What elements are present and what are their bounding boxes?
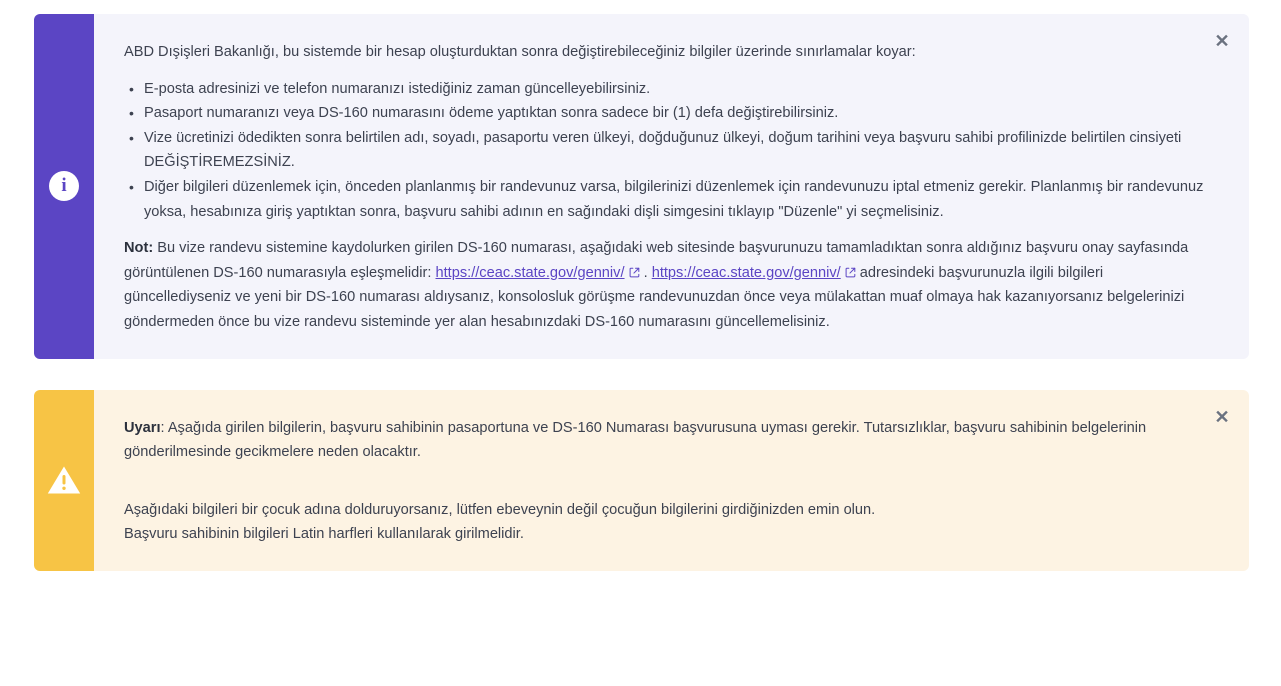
alerts-spacer <box>34 359 1249 390</box>
info-alert-body <box>94 14 1249 359</box>
info-alert-close-button[interactable]: ✕ <box>1211 30 1233 52</box>
list-item: • Vize ücretinizi ödedikten sonra belirtilen adı, soyadı, pasaportu veren ülkeyi, doğduğunuz ülkeyi, doğum tarihini veya başvuru sahibi profilinizde belirtilen cinsiyeti DEĞİŞTİREMEZSİNİZ. <box>144 126 1209 175</box>
info-alert-intro-text: ABD Dışişleri Bakanlığı, bu sistemde bir hesap oluşturduktan sonra değiştirebileceğiniz bilgiler üzerinde sınırlamalar koyar: <box>124 44 916 60</box>
ceac-genniv-link-1[interactable] <box>436 265 625 281</box>
list-item: • Diğer bilgileri düzenlemek için, önceden planlanmış bir randevunuz varsa, bilgilerinizi düzenlemek için randevunuzu iptal etmeniz gerekir. Planlanmış bir randevunuz yoksa, hesabınıza giriş yaptıktan sonra, başvuru sahibi adının en sağındaki dişli simgesini tıklayıp "Düzenle" yi seçmelisiniz. <box>144 175 1209 224</box>
warning-alert-close-button[interactable]: ✕ <box>1211 406 1233 428</box>
warning-alert-third-paragraph: Başvuru sahibinin bilgileri Latin harfleri kullanılarak girilmelidir. <box>124 526 524 543</box>
note-label: Not: <box>124 240 154 257</box>
ceac-genniv-link-2-label: https://ceac.state.gov/genniv/ <box>651 264 841 281</box>
list-item: • E-posta adresinizi ve telefon numaranızı istediğiniz zaman güncelleyebilirsiniz. <box>144 77 1209 102</box>
ceac-genniv-link-2[interactable] <box>652 265 841 281</box>
warning-label: Uyarı <box>124 419 161 436</box>
ceac-genniv-link-1-label: https://ceac.state.gov/genniv/ <box>435 264 625 281</box>
note-text-after-links: adresindeki başvurunuzla ilgili bilgileri güncellediyseniz ve yeni bir DS-160 numarası aldıysanız, konsolosluk görüşme randevunuzdan önce veya mülakattan muaf olmaya hak kazanıyorsanız belgelerinizi göndermeden önce bu vize randevu sisteminde yer alan hesabınızdaki DS-160 numarasını güncellemelisiniz. <box>124 264 1185 330</box>
warning-alert-body <box>94 390 1249 571</box>
warning-alert <box>34 390 1249 571</box>
note-links-separator: . <box>639 264 652 281</box>
warning-first-text: : Aşağıda girilen bilgilerin, başvuru sahibinin pasaportuna ve DS-160 Numarası başvurusuna uyması gerekir. Tutarsızlıklar, başvuru sahibinin belgelerinin gönderilmesinde gecikmelere neden olacaktır. <box>124 419 1147 461</box>
warning-triangle-icon <box>46 464 82 496</box>
info-alert <box>34 14 1249 359</box>
list-item: • Pasaport numaranızı veya DS-160 numarasını ödeme yaptıktan sonra sadece bir (1) defa değiştirebilirsiniz. <box>144 101 1209 126</box>
external-link-icon <box>629 267 640 278</box>
warning-alert-second-paragraph: Aşağıdaki bilgileri bir çocuk adına dolduruyorsanız, lütfen ebeveynin değil çocuğun bilgilerini girdiğinizden emin olun. <box>124 501 876 518</box>
info-alert-note-paragraph <box>124 236 1209 334</box>
external-link-icon <box>845 267 856 278</box>
info-alert-accent-stripe <box>34 14 94 359</box>
note-text-before-links: Bu vize randevu sistemine kaydolurken girilen DS-160 numarası, aşağıdaki web sitesinde başvurunuzu tamamladıktan sonra aldığınız başvuru onay sayfasında görüntülenen DS-160 numarasıyla eşleşmelidir: <box>124 240 1189 281</box>
warning-alert-accent-stripe <box>34 390 94 571</box>
info-circle-icon: i <box>49 171 79 201</box>
warning-alert-first-paragraph <box>124 416 1209 465</box>
info-alert-rules-list <box>124 77 1209 225</box>
